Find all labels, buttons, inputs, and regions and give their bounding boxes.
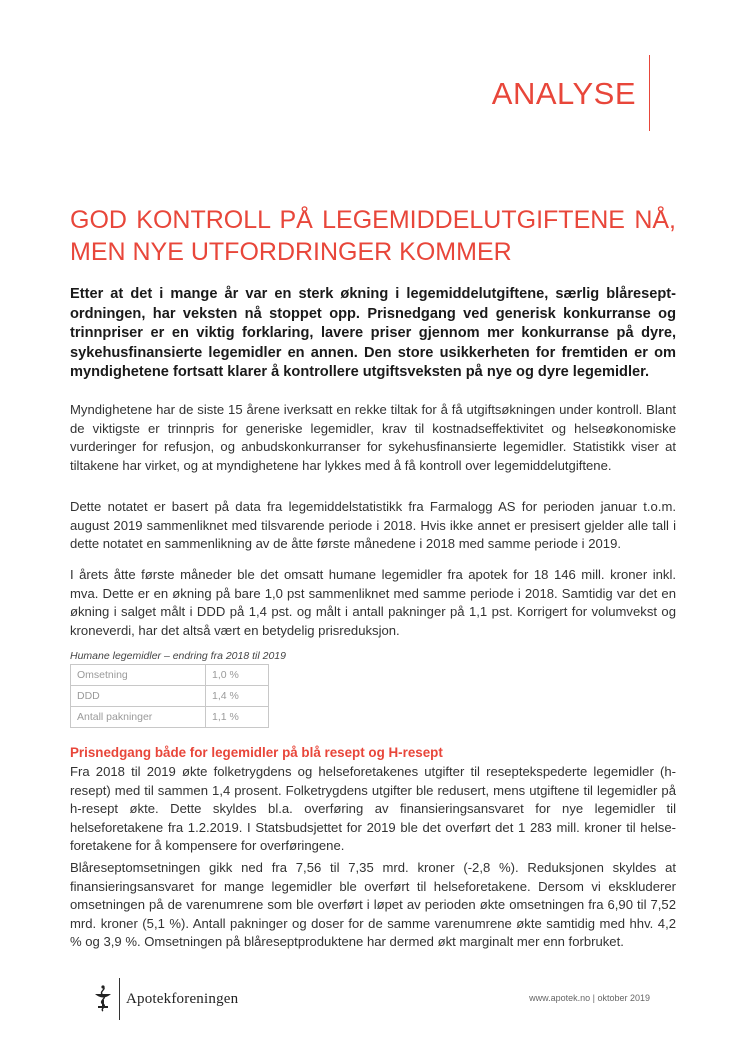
section-label: ANALYSE: [491, 76, 636, 111]
table-row: [71, 686, 269, 707]
table-cell-value: 1,4 %: [206, 686, 269, 707]
article-headline: GOD KONTROLL PÅ LEGEMIDDELUTGIFTENE NÅ, MEN NYE UTFORDRINGER KOMMER: [70, 206, 676, 266]
table-cell-label: Antall pakninger: [71, 707, 206, 728]
paragraph-blue-prescription: Blåreseptomsetningen gikk ned fra 7,56 til 7,35 mrd. kroner (-2,8 %). Reduksjonen skyldes at finansieringsansvaret for mange legemidler ble overført til helseforetakene. Dersom vi ekskluderer omsetningen på de varenumrene som ble overført i løpet av perioden økte omsetningen fra 6,90 til 7,52 mrd. kroner (5,1 %). Antall pakninger og doser for de samme varenumrene økte samtidig med hhv. 4,2 % og 3,9 %. Omsetningen på blåreseptproduktene har dermed økt marginalt mer enn forbruket.: [70, 860, 676, 949]
paragraph-data-source: Dette notatet er basert på data fra legemiddelstatistikk fra Farmalogg AS for perioden januar t.o.m. august 2019 sammenliknet med tilsvarende periode i 2018. Hvis ikke annet er presisert gjelder alle tall i dette notatet en sammenlikning av de åtte første månedene i 2018 med samme periode i 2019.: [70, 499, 676, 551]
table-cell-value: 1,1 %: [206, 707, 269, 728]
table-cell-label: DDD: [71, 686, 206, 707]
paragraph-expenses: Fra 2018 til 2019 økte folketrygdens og helseforetakenes utgifter til reseptekspederte legemidler (h-resept) med til sammen 1,4 prosent. Folketrygdens utgifter ble redusert, mens utgiftene til legemidler på h-resept økte. Dette skyldes bl.a. overføring av finansieringsansvaret for nye legemidler til helseforetakene fra 1.2.2019. I Statsbudsjettet for 2019 ble det overført det 1 283 mill. kroner til helseforetakene for å kompensere for overføringene.: [70, 764, 676, 853]
paragraph-sales: I årets åtte første måneder ble det omsatt humane legemidler fra apotek for 18 146 mill. kroner inkl. mva. Dette er en økning på bare 1,0 pst sammenliknet med samme periode i 2018. Samtidig var det en økning i salget målt i DDD på 1,4 pst. og målt i antall pakninger på 1,1 pst. Korrigert for volumvekst og kroneverdi, har det altså vært en betydelig prisreduksjon.: [70, 567, 676, 638]
table-caption: Humane legemidler – endring fra 2018 til 2019: [70, 650, 286, 662]
article-lead: Etter at det i mange år var en sterk økning i legemiddelutgiftene, særlig blåreseptordningen, har veksten nå stoppet opp. Prisnedgang ved generisk konkurranse og trinnpriser er en viktig forklaring, lavere priser gjennom mer konkurranse på dyre, sykehusfinansierte legemidler en annen. Den store usikkerheten for fremtiden er om myndighetene fortsatt klarer å kontrollere utgiftsveksten på nye og dyre legemidler.: [70, 286, 676, 380]
table-row: [71, 665, 269, 686]
table-row: [71, 707, 269, 728]
section-divider: [649, 55, 650, 131]
paragraph-intro: Myndighetene har de siste 15 årene iverksatt en rekke tiltak for å få utgiftsøkningen under kontroll. Blant de viktigste er trinnpris for generiske legemidler, krav til kostnadseffektivitet og helseøkonomiske vurderinger for refusjon, og anbudskonkurranser for sykehusfinansierte legemidler. Statistikk viser at tiltakene har virket, og at myndighetene har lykkes med å få kontroll over legemiddelutgiftene.: [70, 402, 676, 473]
logo-wordmark: Apotekforeningen: [126, 990, 239, 1007]
logo-divider: [119, 978, 120, 1020]
table-cell-label: Omsetning: [71, 665, 206, 686]
bowl-of-hygieia-icon: [92, 984, 114, 1014]
table-cell-value: 1,0 %: [206, 665, 269, 686]
footer-logo: [92, 984, 238, 1014]
footer-site-date: www.apotek.no | oktober 2019: [529, 993, 650, 1003]
change-table: [70, 664, 269, 728]
subheading: Prisnedgang både for legemidler på blå resept og H-resept: [70, 745, 443, 760]
